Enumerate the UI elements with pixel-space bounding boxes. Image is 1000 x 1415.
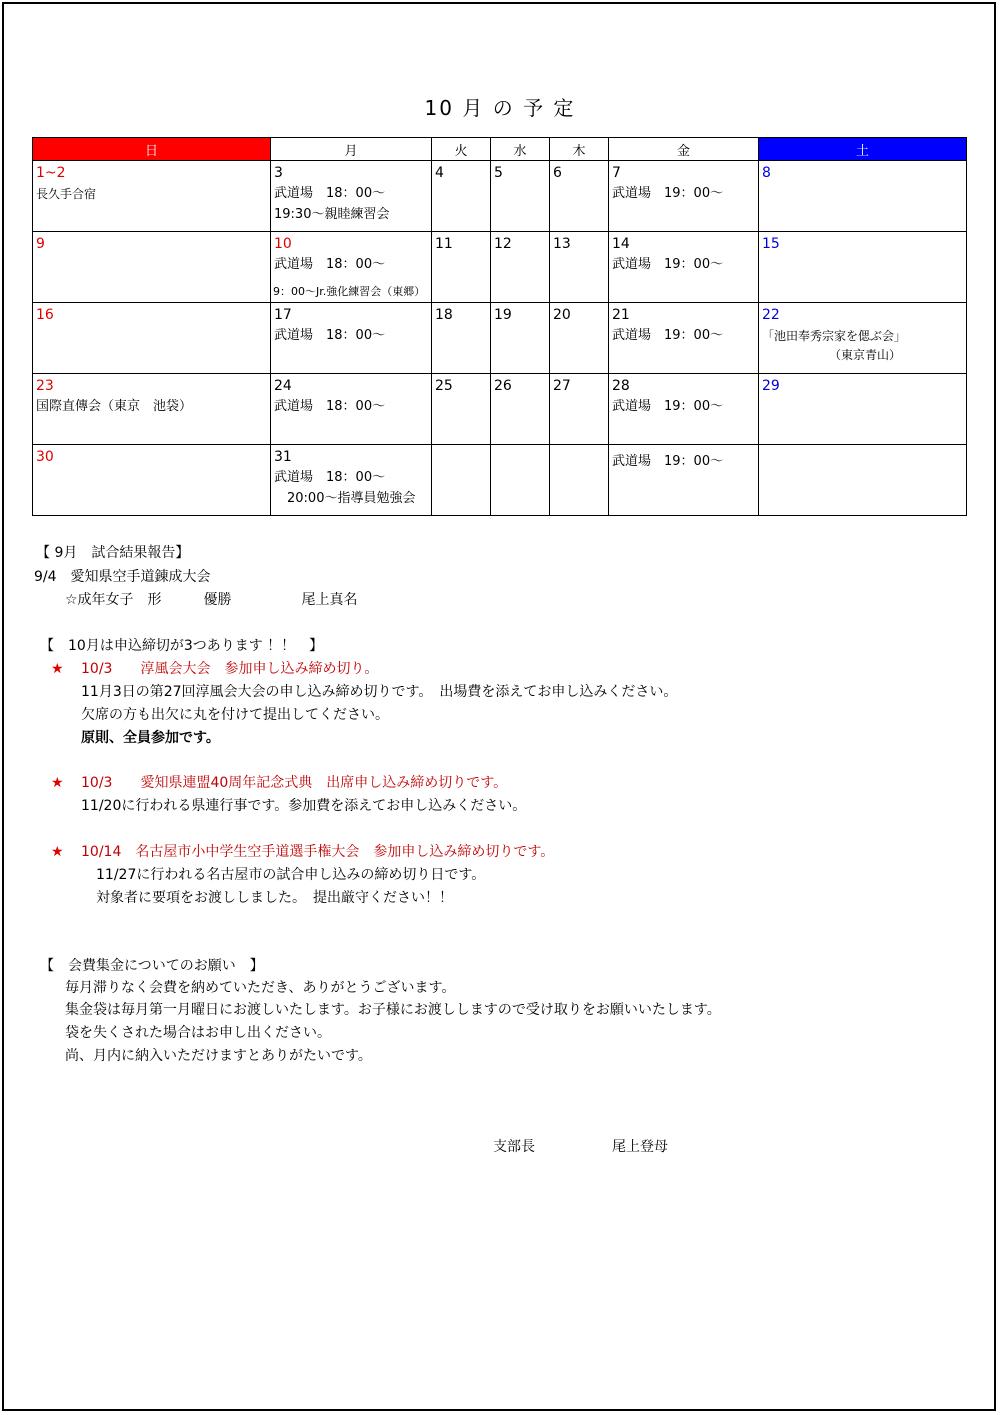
weekday-mon: 月 (271, 138, 432, 161)
day-number: 6 (553, 165, 562, 181)
weekday-sun: 日 (33, 138, 271, 161)
calendar-cell (759, 374, 967, 445)
fees-line: 尚、月内に納入いただけますとありがたいです。 (65, 1048, 372, 1064)
calendar-cell (33, 445, 271, 516)
report-event: 9/4 愛知県空手道錬成大会 (34, 569, 211, 585)
star-icon: ★ (51, 844, 64, 860)
day-number (491, 445, 549, 449)
signature-name: 尾上登母 (612, 1139, 668, 1155)
event-text: 「池田奉秀宗家を偲ぶ会」 (762, 329, 907, 343)
event-text: 武道場 19：00～ (612, 186, 724, 201)
day-number: 14 (612, 236, 630, 252)
calendar-cell (609, 161, 759, 232)
day-number: 22 (762, 307, 780, 323)
calendar-cell (550, 232, 609, 303)
day-number: 4 (435, 165, 444, 181)
day-number (759, 445, 966, 449)
calendar-cell (550, 303, 609, 374)
day-number: 17 (274, 307, 292, 323)
deadline-title: 10/3 淳風会大会 参加申し込み締め切り。 (81, 661, 379, 677)
day-number: 1~2 (36, 165, 66, 181)
calendar-cell (271, 303, 432, 374)
calendar-cell (609, 303, 759, 374)
day-number: 3 (274, 165, 283, 181)
calendar-cell (432, 445, 491, 516)
deadline-emphasis: 原則、全員参加です。 (81, 730, 220, 746)
day-number: 31 (274, 449, 292, 465)
deadline-line: 11/27に行われる名古屋市の試合申し込みの締め切り日です。 (96, 867, 486, 883)
day-number: 9 (36, 236, 45, 252)
calendar-cell (271, 232, 432, 303)
deadlines-heading: 【 10月は申込締切が3つあります ！！ 】 (40, 638, 324, 654)
day-number (432, 445, 490, 449)
day-number: 10 (274, 236, 292, 252)
event-text: 19:30～親睦練習会 (274, 207, 390, 222)
signature-role: 支部長 (493, 1139, 535, 1155)
calendar-cell (759, 445, 967, 516)
day-number: 16 (36, 307, 54, 323)
weekday-thu: 木 (550, 138, 609, 161)
day-number: 12 (494, 236, 512, 252)
calendar-cell (491, 232, 550, 303)
day-number (550, 445, 608, 449)
day-number: 19 (494, 307, 512, 323)
fees-line: 毎月滞りなく会費を納めていただき、ありがとうございます。 (65, 980, 456, 996)
deadline-line: 11/20に行われる県連行事です。参加費を添えてお申し込みください。 (81, 798, 527, 814)
day-number: 8 (762, 165, 771, 181)
day-number: 13 (553, 236, 571, 252)
event-note: 9：00～Jr.強化練習会（東郷） (273, 285, 426, 298)
day-number: 25 (435, 378, 453, 394)
calendar-week (33, 303, 967, 374)
weekday-sat: 土 (759, 138, 967, 161)
page-title: 10 月 の 予 定 (424, 96, 576, 120)
day-number: 21 (612, 307, 630, 323)
event-text: 武道場 18：00～ (274, 257, 386, 272)
calendar-cell (609, 445, 759, 516)
event-text: 武道場 19：00～ (612, 454, 724, 469)
calendar-cell (491, 445, 550, 516)
deadline-line: 11月3日の第27回淳風会大会の申し込み締め切りです。 出場費を添えてお申し込みください。 (81, 684, 678, 700)
day-number: 5 (494, 165, 503, 181)
day-number: 27 (553, 378, 571, 394)
calendar-cell (271, 161, 432, 232)
weekday-fri: 金 (609, 138, 759, 161)
event-text: 武道場 19：00～ (612, 399, 724, 414)
event-text: 武道場 18：00～ (274, 328, 386, 343)
day-number: 23 (36, 378, 54, 394)
calendar-cell (491, 374, 550, 445)
event-text: 国際直傳会（東京 池袋） (36, 399, 193, 414)
calendar-cell (759, 161, 967, 232)
calendar-cell (550, 374, 609, 445)
calendar-cell (432, 374, 491, 445)
day-number: 24 (274, 378, 292, 394)
star-icon: ★ (51, 775, 64, 791)
event-text: 武道場 19：00～ (612, 257, 724, 272)
fees-line: 袋を失くされた場合はお申し出ください。 (65, 1025, 331, 1041)
day-number: 20 (553, 307, 571, 323)
calendar-cell (609, 232, 759, 303)
calendar-cell (33, 303, 271, 374)
calendar-cell (271, 374, 432, 445)
event-text: 武道場 19：00～ (612, 328, 724, 343)
calendar-cell (432, 232, 491, 303)
calendar-cell (609, 374, 759, 445)
calendar-cell (33, 232, 271, 303)
event-text: 武道場 18：00～ (274, 399, 386, 414)
calendar-cell (491, 161, 550, 232)
event-text: 長久手合宿 (36, 187, 97, 201)
weekday-wed: 水 (491, 138, 550, 161)
deadline-title: 10/3 愛知県連盟40周年記念式典 出席申し込み締め切りです。 (81, 775, 508, 791)
fees-line: 集金袋は毎月第一月曜日にお渡しいたします。お子様にお渡ししますので受け取りをお願いいたします。 (65, 1002, 721, 1018)
day-number: 30 (36, 449, 54, 465)
event-text: 武道場 18：00～ (274, 186, 386, 201)
calendar-cell (550, 161, 609, 232)
calendar-week (33, 374, 967, 445)
fees-heading: 【 会費集金についてのお願い 】 (40, 958, 264, 974)
deadline-title: 10/14 名古屋市小中学生空手道選手権大会 参加申し込み締め切りです。 (81, 844, 555, 860)
calendar-cell (33, 374, 271, 445)
day-number: 28 (612, 378, 630, 394)
day-number: 26 (494, 378, 512, 394)
calendar-cell (271, 445, 432, 516)
calendar-cell (33, 161, 271, 232)
event-text: 武道場 18：00～ (274, 470, 386, 485)
calendar-cell (432, 161, 491, 232)
weekday-header-row (33, 138, 967, 161)
calendar-cell (759, 232, 967, 303)
day-number: 18 (435, 307, 453, 323)
day-number: 11 (435, 236, 453, 252)
deadline-line: 対象者に要項をお渡ししました。 提出厳守ください！！ (96, 890, 453, 906)
calendar-table (32, 137, 967, 516)
calendar-cell (491, 303, 550, 374)
report-heading: 【 9月 試合結果報告】 (36, 545, 190, 561)
star-icon: ★ (51, 661, 64, 677)
calendar-cell (759, 303, 967, 374)
event-text: （東京青山） (829, 348, 902, 362)
calendar-cell (550, 445, 609, 516)
calendar-week (33, 161, 967, 232)
report-result: ☆成年女子 形 優勝 尾上真名 (65, 592, 358, 608)
calendar-week (33, 232, 967, 303)
calendar-cell (432, 303, 491, 374)
calendar-week (33, 445, 967, 516)
day-number: 7 (612, 165, 621, 181)
weekday-tue: 火 (432, 138, 491, 161)
day-number: 15 (762, 236, 780, 252)
day-number: 29 (762, 378, 780, 394)
event-text: 20:00～指導員勉強会 (287, 491, 416, 506)
deadline-line: 欠席の方も出欠に丸を付けて提出してください。 (81, 707, 389, 723)
